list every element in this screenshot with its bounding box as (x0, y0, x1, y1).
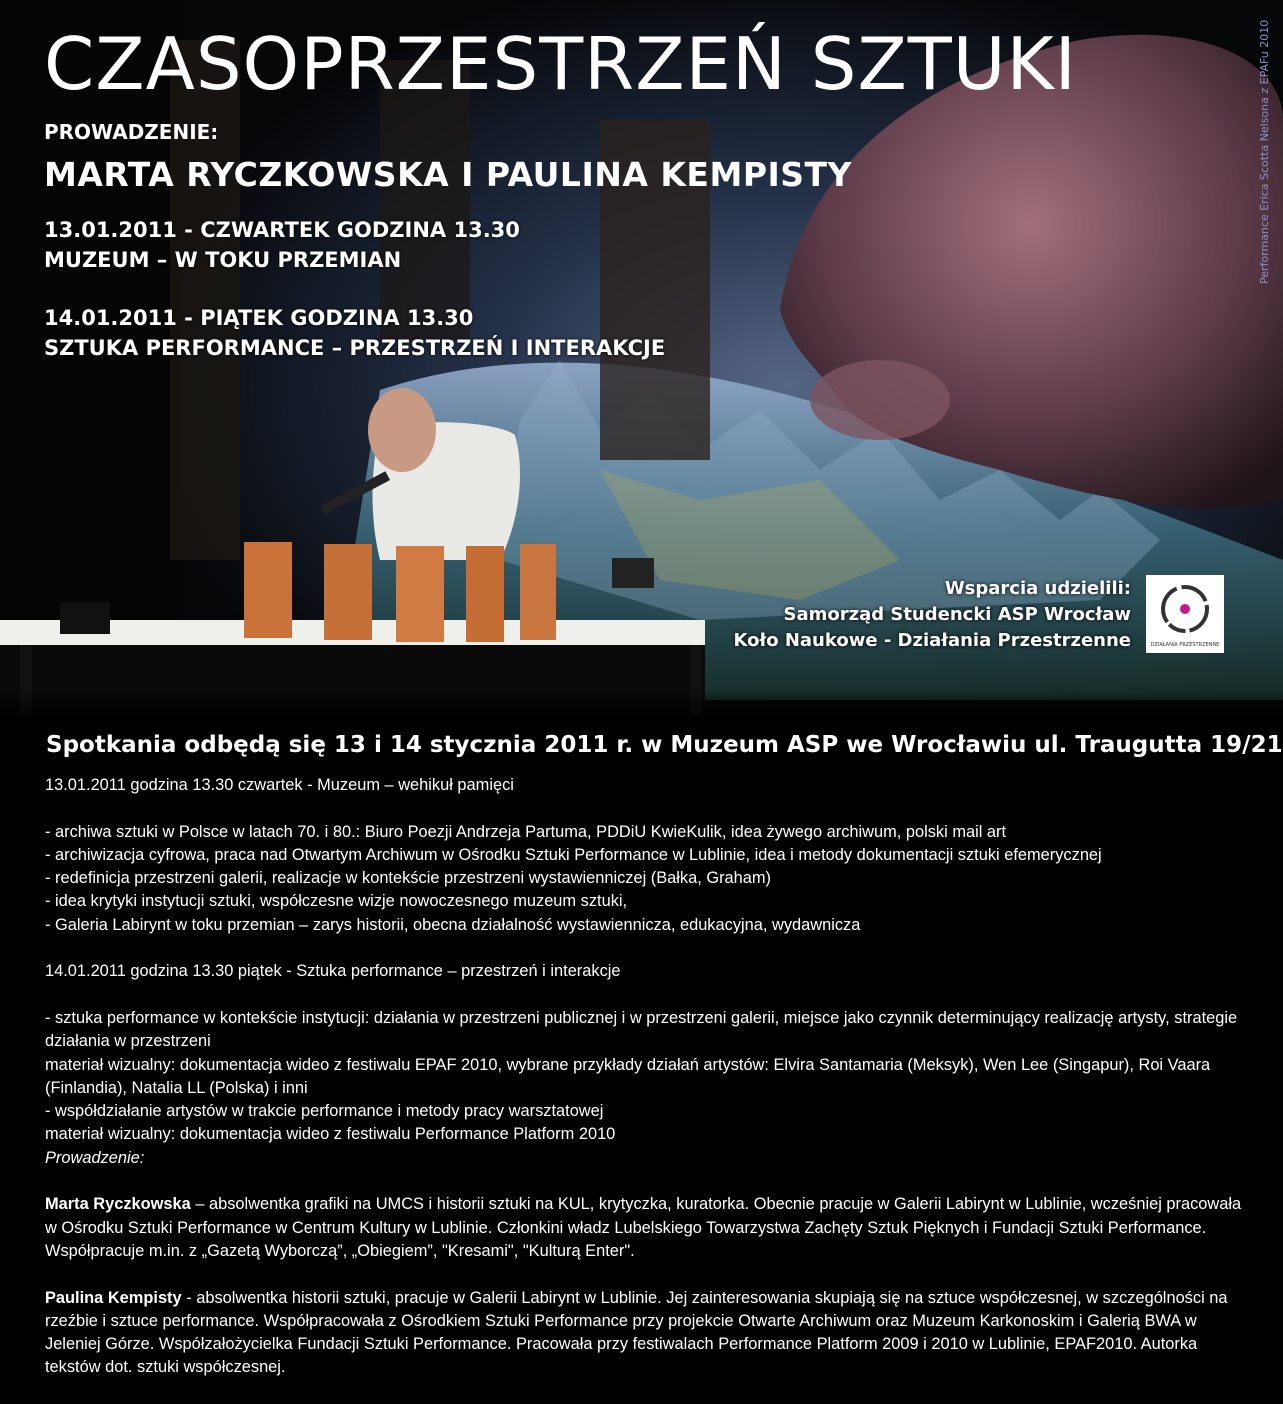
day2-heading: 14.01.2011 godzina 13.30 piątek - Sztuka performance – przestrzeń i interakcje (45, 962, 621, 981)
support-item-1: Samorząd Studencki ASP Wrocław (783, 604, 1131, 625)
poster-title: CZASOPRZESTRZEŃ SZTUKI (44, 22, 1077, 106)
support-block (734, 576, 1131, 654)
lead-label: PROWADZENIE: (44, 120, 219, 144)
bio1-name: Marta Ryczkowska (45, 1195, 191, 1214)
bio-paulina (45, 1287, 1245, 1380)
day1-item: - archiwizacja cyfrowa, praca nad Otwartym Archiwum w Ośrodku Sztuki Performance w Lublinie, idea i metody dokumentacji sztuki efemerycznej (45, 845, 1102, 864)
day1-item: - archiwa sztuki w Polsce w latach 70. i 80.: Biuro Poezji Andrzeja Partuma, PDDiU KwieKulik, idea żywego archiwum, polski mail art (45, 822, 1007, 841)
event1-topic: MUZEUM – W TOKU PRZEMIAN (44, 248, 402, 272)
day1-item: - Galeria Labirynt w toku przemian – zarys historii, obecna działalność wystawiennicza, edukacyjna, wydawnicza (45, 915, 861, 934)
photo-credit: Performance Erica Scotta Nelsona z EPAFu 2010 (1258, 19, 1271, 284)
meeting-headline: Spotkania odbędą się 13 i 14 stycznia 2011 r. w Muzeum ASP we Wrocławiu ul. Traugutta 19/21 (46, 732, 1283, 758)
day1-item: - redefinicja przestrzeni galerii, realizacje w kontekście przestrzeni wystawienniczej (Bałka, Graham) (45, 869, 772, 888)
bio2-text: - absolwentka historii sztuki, pracuje w Galerii Labirynt w Lublinie. Jej zainteresowania skupiają się na sztuce współczesnej, w szczególności na rzeźbie i sztuce performance. Współpracowała z Ośrodkiem Sztuki Performance przy projekcie Otwarte Archiwum oraz Muzeum Karkonoskim i Galerią BWA w Jeleniej Górze. Współzałożycielka Fundacji Sztuki Performance. Pracowała przy festiwalach Performance Platform 2009 i 2010 w Lublinie, EPAF2010. Autorka tekstów dot. sztuki współczesnej. (45, 1288, 1228, 1377)
day2-item: - współdziałanie artystów w trakcie performance i metody pracy warsztatowej (45, 1102, 604, 1121)
bio1-text: – absolwentka grafiki na UMCS i historii sztuki na KUL, krytyczka, kuratorka. Obecnie pracuje w Galerii Labirynt w Lublinie, wcześniej pracowała w Ośrodku Sztuki Performance w Centrum Kultury w Lublinie. Członkini władz Lubelskiego Towarzystwa Zachęty Sztuk Pięknych i Fundacji Sztuki Performance. Współpracuje m.in. z „Gazetą Wyborczą”, „Obiegiem”, "Kresami", "Kulturą Enter". (45, 1195, 1242, 1260)
bio2-name: Paulina Kempisty (45, 1288, 182, 1307)
event2-date: 14.01.2011 - PIĄTEK GODZINA 13.30 (44, 306, 474, 330)
support-heading: Wsparcia udzielili: (944, 578, 1131, 599)
day2-item: - sztuka performance w kontekście instytucji: działania w przestrzeni publicznej i w przestrzeni galerii, miejsce jako czynnik determinujący realizację artysty, strategie działania w przestrzeni (45, 1008, 1238, 1051)
logo-label: DZIAŁANIA PRZESTRZENNE (1150, 642, 1220, 648)
hosts-names: MARTA RYCZKOWSKA I PAULINA KEMPISTY (44, 155, 852, 194)
day2-item: materiał wizualny: dokumentacja wideo z festiwalu EPAF 2010, wybrane przykłady działań artystów: Elvira Santamaria (Meksyk), Wen Lee (Singapur), Roi Vaara (Finlandia), Natalia LL (Polska) i inni (45, 1055, 1211, 1097)
day2-item: materiał wizualny: dokumentacja wideo z festiwalu Performance Platform 2010 (45, 1125, 616, 1144)
day1-heading: 13.01.2011 godzina 13.30 czwartek - Muzeum – wehikuł pamięci (45, 776, 514, 794)
support-item-2: Koło Naukowe - Działania Przestrzenne (733, 630, 1131, 651)
event1-date: 13.01.2011 - CZWARTEK GODZINA 13.30 (44, 218, 520, 242)
bio-marta (45, 1193, 1245, 1263)
prowadzenie-label: Prowadzenie: (45, 1148, 145, 1167)
event2-topic: SZTUKA PERFORMANCE – PRZESTRZEŃ I INTERAKCJE (44, 336, 666, 360)
program-body (45, 774, 1245, 1380)
day1-item: - idea krytyki instytucji sztuki, współczesne wizje nowoczesnego muzeum sztuki, (45, 892, 628, 911)
club-logo (1146, 575, 1224, 653)
